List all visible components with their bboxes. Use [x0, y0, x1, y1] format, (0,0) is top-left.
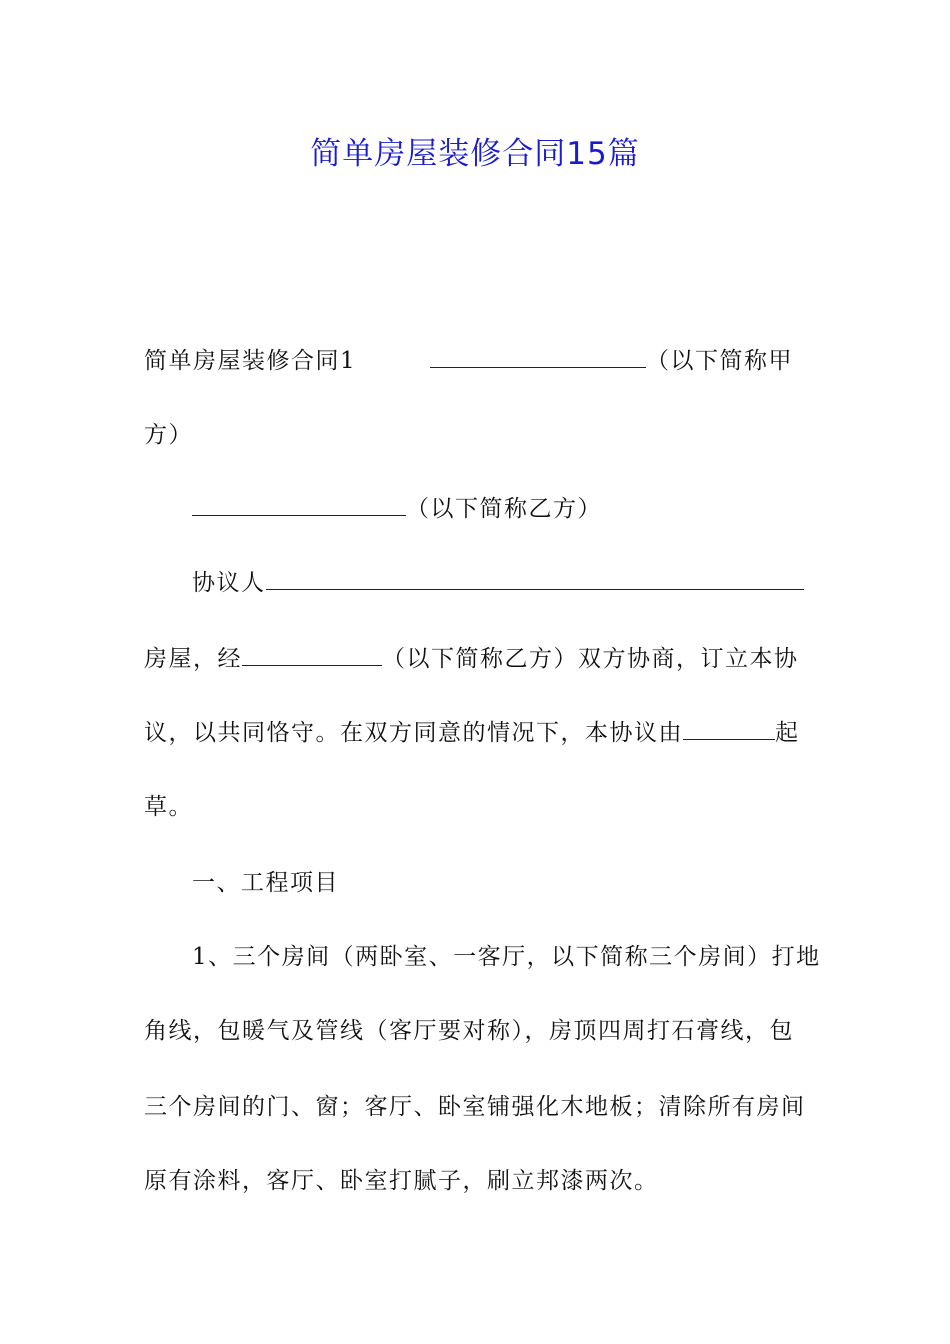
section-heading: 一、工程项目 — [192, 870, 339, 896]
list-item-line: 1、三个房间（两卧室、一客厅，以下简称三个房间）打地 — [192, 944, 821, 970]
document-title: 简单房屋装修合同15篇 — [310, 136, 640, 172]
paragraph-line — [144, 792, 193, 822]
text-fragment: 房屋，经 — [144, 646, 242, 672]
party-a-blank[interactable] — [430, 347, 646, 368]
paragraph-line — [192, 568, 804, 598]
party-b-blank[interactable] — [192, 495, 406, 516]
party-a-label: （以下简称甲 — [646, 348, 793, 374]
text-fragment: 议，以共同恪守。在双方同意的情况下，本协议由 — [144, 720, 683, 746]
text-fragment: （以下简称乙方）双方协商，订立本协 — [382, 646, 799, 672]
paragraph-line — [144, 644, 799, 674]
list-item-line: 原有涂料，客厅、卧室打腻子，刷立邦漆两次。 — [144, 1168, 659, 1194]
paragraph-line — [144, 346, 356, 376]
party-b-label: （以下简称乙方） — [406, 496, 602, 522]
paragraph-line — [144, 420, 193, 450]
paragraph-line — [430, 346, 793, 376]
signatory-blank[interactable] — [266, 569, 804, 590]
list-item-line: 三个房间的门、窗；客厅、卧室铺强化木地板；清除所有房间 — [144, 1094, 806, 1120]
paragraph-line — [144, 718, 800, 748]
paragraph-line — [192, 494, 602, 524]
drafter-blank[interactable] — [683, 719, 775, 740]
signatory-label: 协议人 — [192, 570, 266, 596]
text-fragment: 草。 — [144, 794, 193, 820]
text-fragment: 起 — [775, 720, 800, 746]
text-fragment: 方） — [144, 422, 193, 448]
contract-heading: 简单房屋装修合同1 — [144, 348, 357, 374]
via-blank[interactable] — [242, 645, 382, 666]
list-item-line: 角线，包暖气及管线（客厅要对称），房顶四周打石膏线，包 — [144, 1018, 794, 1044]
